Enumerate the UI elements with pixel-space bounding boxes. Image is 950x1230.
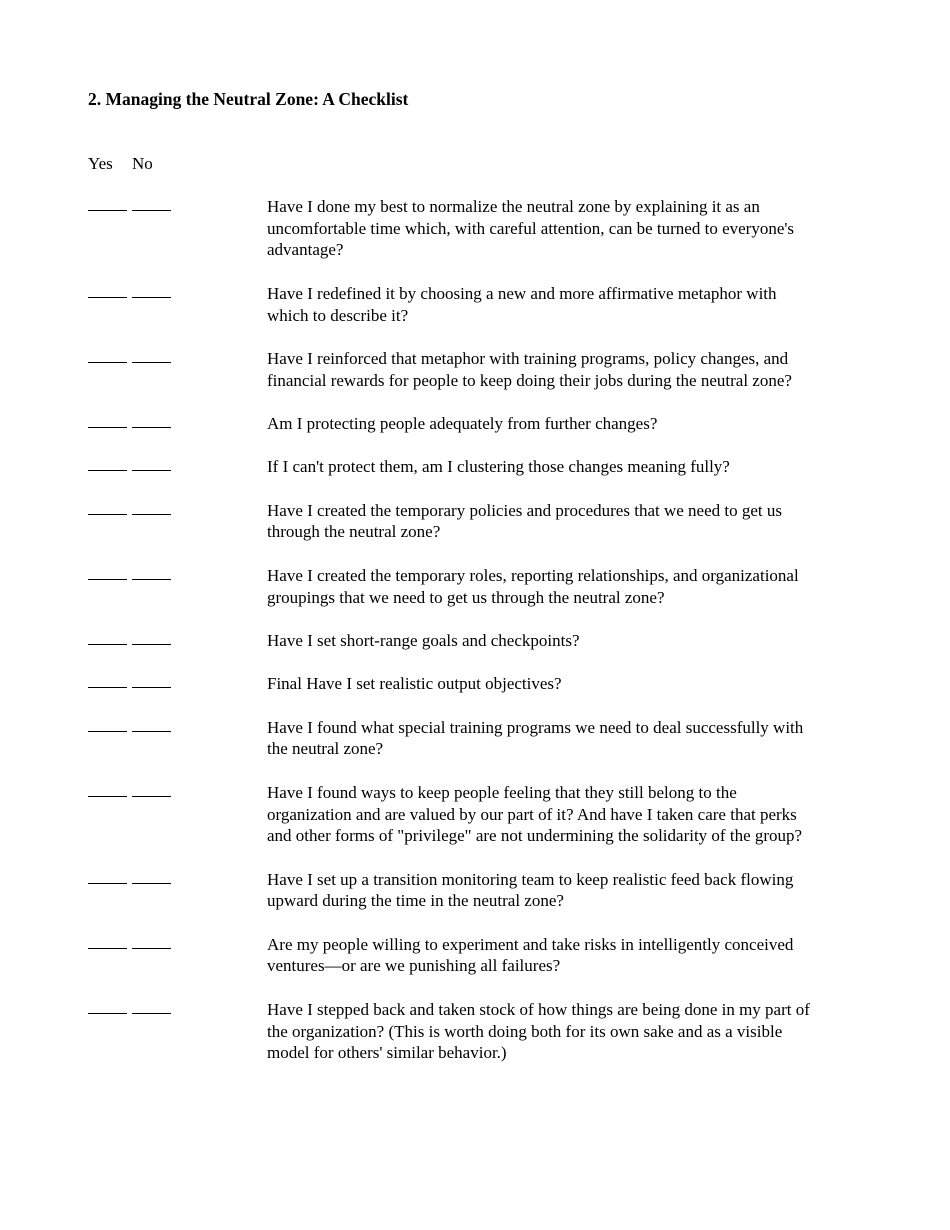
no-blank[interactable] — [132, 934, 171, 949]
checklist — [88, 196, 818, 1064]
checklist-item — [88, 673, 818, 695]
checklist-question: Have I reinforced that metaphor with training programs, policy changes, and financial rewards for people to keep doing their jobs during the neutral zone? — [267, 348, 792, 390]
checklist-item — [88, 413, 818, 435]
checklist-item — [88, 869, 818, 912]
checklist-question: Have I set short-range goals and checkpoints? — [267, 630, 580, 650]
yes-blank[interactable] — [88, 869, 127, 884]
checklist-item — [88, 999, 818, 1064]
checklist-question: Have I stepped back and taken stock of how things are being done in my part of the organization? (This is worth doing both for its own sake and as a visible model for others' similar behavior.) — [267, 999, 810, 1063]
checklist-question: Have I created the temporary policies and procedures that we need to get us through the neutral zone? — [267, 500, 782, 542]
checklist-item — [88, 565, 818, 608]
yes-blank[interactable] — [88, 782, 127, 797]
checklist-question: Have I set up a transition monitoring team to keep realistic feed back flowing upward during the time in the neutral zone? — [267, 869, 794, 911]
no-blank[interactable] — [132, 456, 171, 471]
no-blank[interactable] — [132, 782, 171, 797]
checklist-item — [88, 500, 818, 543]
answer-blanks — [88, 456, 267, 471]
answer-blanks — [88, 630, 267, 645]
yes-blank[interactable] — [88, 999, 127, 1014]
yes-blank[interactable] — [88, 413, 127, 428]
checklist-question: Have I done my best to normalize the neutral zone by explaining it as an uncomfortable time which, with careful attention, can be turned to everyone's advantage? — [267, 197, 795, 260]
no-blank[interactable] — [132, 348, 171, 363]
yes-blank[interactable] — [88, 630, 127, 645]
yes-blank[interactable] — [88, 934, 127, 949]
checklist-question: Have I found ways to keep people feeling that they still belong to the organization and are valued by our part of it? And have I taken care that perks and other forms of "privilege" are not undermining the solidarity of the group? — [267, 782, 803, 846]
yes-blank[interactable] — [88, 717, 127, 732]
answer-blanks — [88, 717, 267, 732]
checklist-item — [88, 630, 818, 652]
checklist-item — [88, 283, 818, 326]
checklist-question: Final Have I set realistic output objectives? — [267, 674, 562, 694]
no-blank[interactable] — [132, 283, 171, 298]
checklist-question: Have I found what special training programs we need to deal successfully with the neutral zone? — [267, 717, 804, 759]
yes-blank[interactable] — [88, 348, 127, 363]
document-title: 2. Managing the Neutral Zone: A Checklist — [88, 89, 409, 109]
yes-blank[interactable] — [88, 500, 127, 515]
document-page — [88, 88, 818, 1086]
no-blank[interactable] — [132, 630, 171, 645]
no-blank[interactable] — [132, 673, 171, 688]
yes-blank[interactable] — [88, 456, 127, 471]
checklist-question: Have I redefined it by choosing a new and more affirmative metaphor with which to describe it? — [267, 283, 777, 325]
answer-blanks — [88, 782, 267, 797]
yes-blank[interactable] — [88, 565, 127, 580]
yes-no-header — [88, 153, 818, 175]
checklist-item — [88, 456, 818, 478]
checklist-item — [88, 717, 818, 760]
no-blank[interactable] — [132, 565, 171, 580]
no-column-label: No — [132, 154, 153, 173]
no-blank[interactable] — [132, 500, 171, 515]
yes-blank[interactable] — [88, 673, 127, 688]
no-blank[interactable] — [132, 413, 171, 428]
checklist-item — [88, 934, 818, 977]
checklist-question: Am I protecting people adequately from further changes? — [267, 413, 658, 433]
answer-blanks — [88, 869, 267, 884]
checklist-item — [88, 782, 818, 847]
answer-blanks — [88, 196, 267, 211]
answer-blanks — [88, 565, 267, 580]
answer-blanks — [88, 999, 267, 1014]
answer-blanks — [88, 673, 267, 688]
checklist-question: If I can't protect them, am I clustering those changes meaning fully? — [267, 457, 730, 477]
no-blank[interactable] — [132, 196, 171, 211]
checklist-question: Are my people willing to experiment and take risks in intelligently conceived ventures—or are we punishing all failures? — [267, 934, 794, 976]
yes-blank[interactable] — [88, 283, 127, 298]
answer-blanks — [88, 934, 267, 949]
checklist-item — [88, 196, 818, 261]
checklist-question: Have I created the temporary roles, reporting relationships, and organizational groupings that we need to get us through the neutral zone? — [267, 565, 799, 607]
yes-column-label: Yes — [88, 154, 113, 173]
answer-blanks — [88, 500, 267, 515]
answer-blanks — [88, 283, 267, 298]
answer-blanks — [88, 413, 267, 428]
no-blank[interactable] — [132, 869, 171, 884]
checklist-item — [88, 348, 818, 391]
yes-blank[interactable] — [88, 196, 127, 211]
no-blank[interactable] — [132, 717, 171, 732]
answer-blanks — [88, 348, 267, 363]
no-blank[interactable] — [132, 999, 171, 1014]
